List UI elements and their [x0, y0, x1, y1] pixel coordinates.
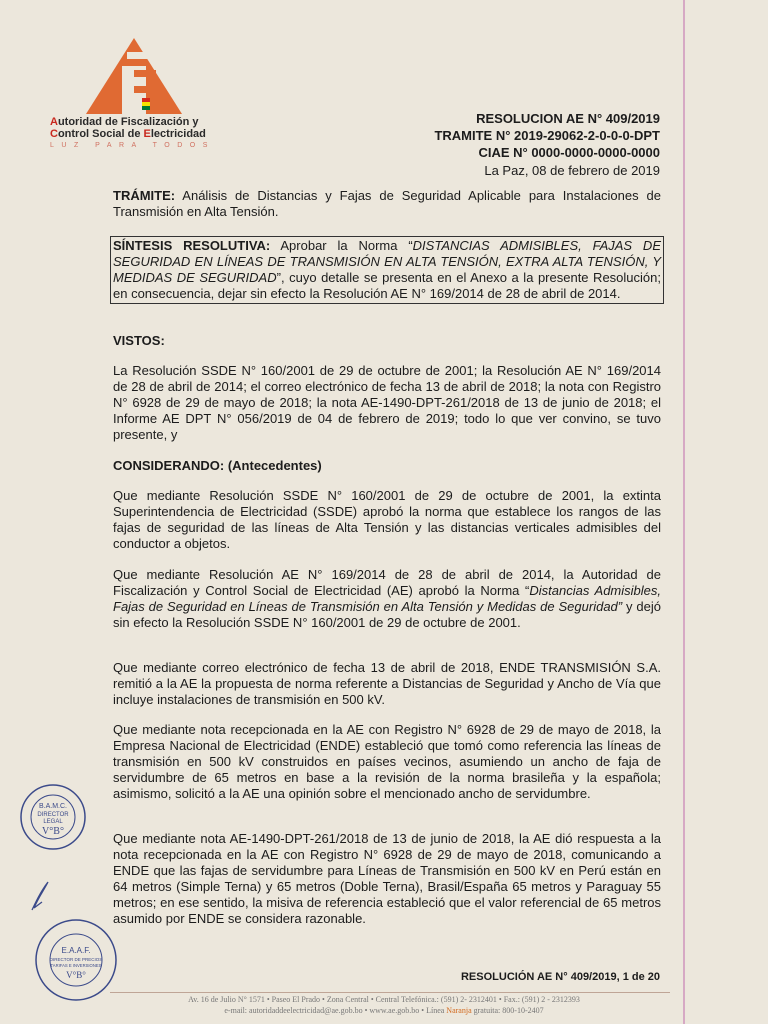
resolution-number: RESOLUCION AE N° 409/2019 — [476, 111, 660, 126]
considerando-paragraph-4: Que mediante nota recepcionada en la AE con Registro N° 6928 de 29 de mayo de 2018, la Empresa Nacional de Electricidad (ENDE) estableció que tomó como referencia las líneas de transmisión en 500 kV construidos en países vecinos, asumiendo un ancho de faja de servidumbre de 65 metros en base a la revisión de la norma brasileña y la española; asimismo, solicitó a la AE una opinión sobre el mencionado ancho de servidumbre. — [113, 722, 661, 801]
ae-logo-tagline: LUZ PARA TODOS — [50, 142, 215, 149]
document-date: La Paz, 08 de febrero de 2019 — [484, 163, 660, 178]
director-stamp-line-1: E.A.A.F. — [61, 946, 91, 955]
tramite-paragraph: TRÁMITE: Análisis de Distancias y Fajas de Seguridad Aplicable para Instalaciones de Transmisión en Alta Tensión. — [113, 188, 661, 219]
ae-logo-name: Autoridad de Fiscalización y Control Social de Electricidad — [50, 116, 206, 140]
director-stamp-line-3: TARIFAS E INVERSIONES — [50, 963, 102, 968]
director-stamp-seal-icon — [34, 918, 118, 1002]
vistos-paragraph: La Resolución SSDE N° 160/2001 de 29 de octubre de 2001; la Resolución AE N° 169/2014 de 28 de abril de 2014; el correo electrónico de fecha 13 de abril de 2018; la nota con Registro N° 6928 de 29 de mayo de 2018; la nota AE-1490-DPT-261/2018 de 13 de junio de 2018; el Informe AE DPT N° 056/2019 de 04 de febrero de 2019; todo lo que ver convino, se tuvo presente, y — [113, 363, 661, 442]
considerando-paragraph-3: Que mediante correo electrónico de fecha 13 de abril de 2018, ENDE TRANSMISIÓN S.A. remitió a la AE la propuesta de norma referente a Distancias de Seguridad y Ancho de Vía que incluye instalaciones de transmisión en 500 kV. — [113, 660, 661, 707]
considerando-heading: CONSIDERANDO: (Antecedentes) — [113, 458, 322, 473]
legal-stamp-line-3: LEGAL — [43, 819, 63, 825]
legal-stamp-line-1: B.A.M.C. — [38, 803, 68, 810]
footer-contact: e-mail: autoridaddeelectricidad@ae.gob.bo • www.ae.gob.bo • Línea Naranja gratuita: 800-10-2407 — [224, 1006, 544, 1015]
considerando-paragraph-5: Que mediante nota AE-1490-DPT-261/2018 de 13 de junio de 2018, la AE dió respuesta a la nota recepcionada en la AE con Registro N° 6928 de 29 de mayo de 2018, comunicando a ENDE que las fajas de servidumbre para Líneas de Transmisión en 500 kV en Perú están en 64 metros (Simple Terna) y 65 metros (Doble Terna), Brasil/España 65 metros y Paraguay 55 metros; en ese sentido, la misiva de referencia estableció que el valor referencial de 65 metros asumido por ENDE se considera razonable. — [113, 831, 661, 926]
legal-stamp — [18, 782, 88, 852]
legal-stamp-line-4: V°B° — [42, 826, 64, 837]
footer-page-reference: RESOLUCIÓN AE N° 409/2019, 1 de 20 — [460, 971, 660, 983]
footer-divider — [110, 992, 670, 993]
ae-logo — [46, 36, 236, 156]
considerando-paragraph-1: Que mediante Resolución SSDE N° 160/2001 de 29 de octubre de 2001, la extinta Superintendencia de Electricidad (SSDE) aprobó la norma que establece los rangos de las fajas de seguridad de las líneas de Alta Tensión y las distancias verticales admisibles del conductor a objetos. — [113, 488, 661, 551]
director-stamp — [34, 918, 118, 1002]
ae-logo-mark-icon — [84, 36, 184, 116]
legal-stamp-line-2: DIRECTOR — [37, 812, 69, 818]
margin-line — [683, 0, 685, 1024]
signature-scribble-icon — [28, 878, 54, 914]
sintesis-box: SÍNTESIS RESOLUTIVA: Aprobar la Norma “DISTANCIAS ADMISIBLES, FAJAS DE SEGURIDAD EN LÍNEAS DE TRANSMISIÓN EN ALTA TENSIÓN, EXTRA ALTA TENSIÓN, Y MEDIDAS DE SEGURIDAD”, cuyo detalle se presenta en el Anexo a la presente Resolución; en consecuencia, dejar sin efecto la Resolución AE N° 169/2014 de 28 de abril de 2014. — [110, 236, 664, 304]
considerando-paragraph-2: Que mediante Resolución AE N° 169/2014 de 28 de abril de 2014, la Autoridad de Fiscalización y Control Social de Electricidad (AE) aprobó la Norma “Distancias Admisibles, Fajas de Seguridad en Líneas de Transmisión en Alta Tensión y Medidas de Seguridad” y dejó sin efecto la Resolución SSDE N° 160/2001 de 29 de octubre de 2001. — [113, 567, 661, 630]
footer-address: Av. 16 de Julio N° 1571 • Paseo El Prado • Zona Central • Central Telefónica.: (591) 2- 2312401 • Fax.: (591) 2 - 2312393 — [188, 995, 580, 1004]
director-stamp-line-4: V°B° — [66, 970, 86, 980]
ciae-number: CIAE N° 0000-0000-0000-0000 — [478, 145, 660, 160]
legal-stamp-seal-icon — [18, 782, 88, 852]
vistos-heading: VISTOS: — [113, 333, 165, 348]
director-stamp-line-2: DIRECTOR DE PRECIOS — [49, 957, 103, 962]
document-header — [320, 110, 660, 179]
tramite-number: TRAMITE N° 2019-29062-2-0-0-0-DPT — [434, 128, 660, 143]
